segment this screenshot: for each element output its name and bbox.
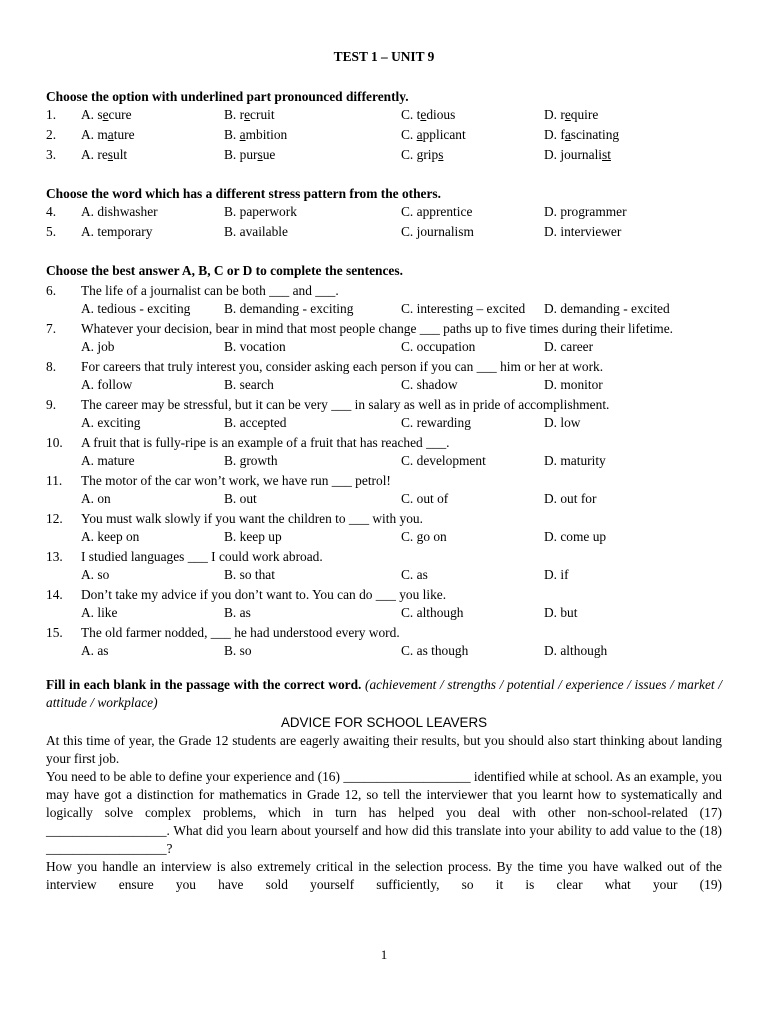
- answer-option[interactable]: B. accepted: [224, 415, 287, 430]
- answer-option[interactable]: C. tedious: [401, 107, 456, 122]
- underlined-part: s: [257, 147, 263, 162]
- answer-option[interactable]: B. demanding - exciting: [224, 301, 354, 316]
- answer-option[interactable]: A. as: [81, 643, 109, 658]
- answer-option[interactable]: A. keep on: [81, 529, 140, 544]
- question-stem: The motor of the car won’t work, we have run ___ petrol!: [81, 473, 391, 488]
- question-block: [46, 624, 722, 660]
- answer-option[interactable]: D. low: [544, 415, 581, 430]
- question-number: 1.: [46, 107, 57, 122]
- question-block: [46, 548, 722, 584]
- answer-option[interactable]: A. dishwasher: [81, 204, 158, 219]
- answer-option[interactable]: A. secure: [81, 107, 132, 122]
- question-number: 4.: [46, 204, 57, 219]
- answer-options: [46, 414, 722, 432]
- answer-option[interactable]: D. if: [544, 567, 569, 582]
- question-stem: Don’t take my advice if you don’t want to. You can do ___ you like.: [81, 587, 447, 602]
- question-row: [46, 106, 722, 126]
- underlined-part: a: [416, 127, 423, 142]
- question-row: [46, 126, 722, 146]
- answer-options: [46, 376, 722, 394]
- underlined-part: a: [107, 127, 114, 142]
- question-block: [46, 282, 722, 318]
- answer-option[interactable]: D. out for: [544, 491, 597, 506]
- answer-option[interactable]: B. pursue: [224, 147, 276, 162]
- answer-option[interactable]: C. applicant: [401, 127, 466, 142]
- answer-options: [46, 490, 722, 508]
- page-title: TEST 1 – UNIT 9: [333, 49, 435, 64]
- answer-option[interactable]: C. apprentice: [401, 204, 473, 219]
- answer-option[interactable]: B. out: [224, 491, 257, 506]
- answer-option[interactable]: D. maturity: [544, 453, 606, 468]
- underlined-part: st: [602, 147, 611, 162]
- answer-option[interactable]: B. keep up: [224, 529, 282, 544]
- question-number: 3.: [46, 147, 57, 162]
- question-number: 15.: [46, 625, 63, 640]
- answer-option[interactable]: B. ambition: [224, 127, 288, 142]
- answer-option[interactable]: A. like: [81, 605, 118, 620]
- question-stem: The career may be stressful, but it can be very ___ in salary as well as in pride of accomplishment.: [81, 397, 610, 412]
- answer-option[interactable]: B. as: [224, 605, 251, 620]
- answer-option[interactable]: D. journalist: [544, 147, 611, 162]
- answer-option[interactable]: B. so that: [224, 567, 275, 582]
- answer-option[interactable]: C. development: [401, 453, 486, 468]
- answer-option[interactable]: D. monitor: [544, 377, 603, 392]
- question-block: [46, 320, 722, 356]
- question-stem: For careers that truly interest you, consider asking each person if you can ___ him or her at work.: [81, 359, 604, 374]
- answer-option[interactable]: B. so: [224, 643, 252, 658]
- underlined-part: e: [102, 107, 109, 122]
- underlined-part: e: [244, 107, 251, 122]
- answer-option[interactable]: C. although: [401, 605, 464, 620]
- answer-options: [46, 642, 722, 660]
- question-stem: The life of a journalist can be both ___ and ___.: [81, 283, 339, 298]
- answer-option[interactable]: C. shadow: [401, 377, 458, 392]
- question-number: 2.: [46, 127, 57, 142]
- answer-option[interactable]: A. temporary: [81, 224, 153, 239]
- question-stem: A fruit that is fully-ripe is an example of a fruit that has reached ___.: [81, 435, 450, 450]
- section1-questions: [46, 106, 722, 166]
- section3-questions: [46, 282, 722, 660]
- answer-option[interactable]: C. go on: [401, 529, 447, 544]
- answer-options: [46, 452, 722, 470]
- answer-options: [46, 300, 722, 318]
- answer-option[interactable]: D. programmer: [544, 204, 627, 219]
- question-number: 11.: [46, 473, 63, 488]
- answer-option[interactable]: D. come up: [544, 529, 607, 544]
- underlined-part: a: [239, 127, 246, 142]
- question-number: 13.: [46, 549, 63, 564]
- passage-paragraph: How you handle an interview is also extremely critical in the selection process. By the time you have walked out of the interview ensure you have sold yourself sufficiently, so it is clear what your (19): [46, 859, 722, 892]
- underlined-part: s: [438, 147, 444, 162]
- answer-option[interactable]: D. but: [544, 605, 578, 620]
- passage-title: ADVICE FOR SCHOOL LEAVERS: [280, 715, 488, 730]
- answer-option[interactable]: D. although: [544, 643, 608, 658]
- answer-option[interactable]: C. rewarding: [401, 415, 471, 430]
- answer-option[interactable]: A. job: [81, 339, 115, 354]
- word-bank: (achievement / strengths / potential / experience / issues / market / attitude / workplace): [46, 677, 722, 710]
- answer-option[interactable]: C. as though: [401, 643, 469, 658]
- answer-option[interactable]: A. mature: [81, 127, 135, 142]
- answer-option[interactable]: C. journalism: [401, 224, 474, 239]
- question-number: 8.: [46, 359, 57, 374]
- question-block: [46, 586, 722, 622]
- answer-option[interactable]: B. growth: [224, 453, 278, 468]
- answer-options: [46, 566, 722, 584]
- answer-option[interactable]: D. fascinating: [544, 127, 620, 142]
- answer-option[interactable]: A. exciting: [81, 415, 141, 430]
- question-number: 14.: [46, 587, 63, 602]
- answer-option[interactable]: B. available: [224, 224, 288, 239]
- question-number: 10.: [46, 435, 63, 450]
- section2-questions: [46, 203, 722, 243]
- answer-option[interactable]: C. as: [401, 567, 428, 582]
- question-row: [46, 223, 722, 243]
- question-block: [46, 358, 722, 394]
- question-row: [46, 146, 722, 166]
- page-number: 1: [380, 947, 388, 962]
- underlined-part: s: [107, 147, 113, 162]
- answer-option[interactable]: C. out of: [401, 491, 449, 506]
- underlined-part: e: [564, 107, 571, 122]
- question-number: 9.: [46, 397, 57, 412]
- question-stem: Whatever your decision, bear in mind that most people change ___ paths up to five times during their lifetime.: [81, 321, 674, 336]
- answer-option[interactable]: B. search: [224, 377, 274, 392]
- question-stem: I studied languages ___ I could work abroad.: [81, 549, 323, 564]
- underlined-part: e: [420, 107, 427, 122]
- question-row: [46, 203, 722, 223]
- question-number: 12.: [46, 511, 63, 526]
- answer-option[interactable]: C. interesting – excited: [401, 301, 526, 316]
- answer-option[interactable]: A. result: [81, 147, 128, 162]
- underlined-part: a: [564, 127, 571, 142]
- question-stem: You must walk slowly if you want the children to ___ with you.: [81, 511, 423, 526]
- question-stem: The old farmer nodded, ___ he had understood every word.: [81, 625, 400, 640]
- question-number: 5.: [46, 224, 57, 239]
- question-block: [46, 434, 722, 470]
- answer-option[interactable]: D. require: [544, 107, 599, 122]
- passage-paragraph: You need to be able to define your experience and (16) ___________________ identified while at school. As an example, you may have got a distinction for mathematics in Grade 12, so tell the interviewer that you learnt how to systematically and logically solve complex problems, which in turn has helped you deal with other non-school-related (17) __________________. What did you learn about yourself and how did this translate into your ability to add value to the (18) __________________?: [46, 769, 722, 856]
- answer-option[interactable]: A. mature: [81, 453, 135, 468]
- question-block: [46, 472, 722, 508]
- answer-option[interactable]: C. grips: [401, 147, 444, 162]
- section1-heading: Choose the option with underlined part pronounced differently.: [46, 89, 409, 104]
- answer-options: [46, 604, 722, 622]
- answer-option[interactable]: B. recruit: [224, 107, 275, 122]
- question-block: [46, 396, 722, 432]
- answer-option[interactable]: A. so: [81, 567, 110, 582]
- answer-option[interactable]: D. career: [544, 339, 594, 354]
- answer-option[interactable]: B. paperwork: [224, 204, 297, 219]
- answer-option[interactable]: A. follow: [81, 377, 133, 392]
- answer-option[interactable]: C. occupation: [401, 339, 476, 354]
- answer-option[interactable]: A. tedious - exciting: [81, 301, 191, 316]
- question-number: 6.: [46, 283, 57, 298]
- question-block: [46, 510, 722, 546]
- section3-heading: Choose the best answer A, B, C or D to complete the sentences.: [46, 263, 403, 278]
- answer-option[interactable]: D. demanding - excited: [544, 301, 670, 316]
- answer-option[interactable]: A. on: [81, 491, 111, 506]
- passage-paragraph: At this time of year, the Grade 12 students are eagerly awaiting their results, but you should also start thinking about landing your first job.: [46, 733, 722, 766]
- section4-heading-line: [46, 676, 722, 712]
- answer-options: [46, 338, 722, 356]
- answer-options: [46, 528, 722, 546]
- answer-option[interactable]: D. interviewer: [544, 224, 622, 239]
- question-number: 7.: [46, 321, 57, 336]
- section2-heading: Choose the word which has a different stress pattern from the others.: [46, 186, 441, 201]
- answer-option[interactable]: B. vocation: [224, 339, 286, 354]
- section4-heading: Fill in each blank in the passage with the correct word.: [46, 677, 362, 692]
